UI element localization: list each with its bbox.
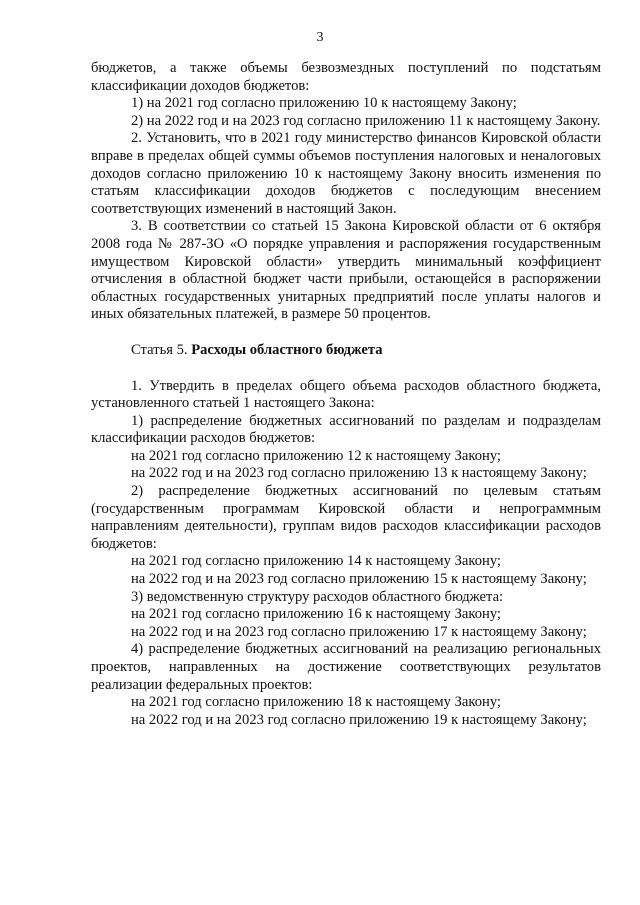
paragraph: 3) ведомственную структуру расходов областного бюджета:: [131, 588, 504, 605]
article-heading: [91, 342, 601, 360]
paragraph: 1. Утвердить в пределах общего объема расходов областного бюджета, установленного статьей 1 настоящего Закона:: [91, 377, 601, 412]
paragraph: на 2021 год согласно приложению 12 к настоящему Закону;: [131, 447, 501, 464]
paragraph: на 2021 год согласно приложению 16 к настоящему Закону;: [131, 606, 501, 623]
paragraph: 1) на 2021 год согласно приложению 10 к настоящему Закону;: [131, 95, 517, 112]
spacer: [91, 360, 601, 378]
paragraph: 2. Установить, что в 2021 году министерство финансов Кировской области вправе в пределах общей суммы объемов поступления налоговых и неналоговых доходов согласно приложению 10 к настоящему Закону вносить изменения по статьям классификации доходов бюджетов с последующим внесением соответствующих изменений в настоящий Закон.: [91, 130, 601, 217]
paragraph: на 2022 год и на 2023 год согласно приложению 13 к настоящему Закону;: [131, 465, 587, 482]
paragraph: на 2022 год и на 2023 год согласно приложению 19 к настоящему Закону;: [131, 711, 587, 728]
paragraph: бюджетов, а также объемы безвозмездных поступлений по подстатьям классификации доходов бюджетов:: [91, 60, 601, 94]
paragraph: на 2021 год согласно приложению 18 к настоящему Закону;: [131, 694, 501, 711]
document-body: [91, 60, 601, 729]
paragraph: 2) на 2022 год и на 2023 год согласно приложению 11 к настоящему Закону.: [131, 112, 601, 129]
paragraph: 3. В соответствии со статьей 15 Закона Кировской области от 6 октября 2008 года № 287-ЗО «О порядке управления и распоряжения государственным имуществом Кировской области» утвердить минимальный коэффициент отчисления в областной бюджет части прибыли, остающейся в распоряжении областных государственных унитарных предприятий после уплаты налогов и иных обязательных платежей, в размере 50 процентов.: [91, 218, 601, 323]
article-title: Расходы областного бюджета: [191, 341, 383, 358]
paragraph: 4) распределение бюджетных ассигнований на реализацию региональных проектов, направленных на достижение соответствующих результатов реализации федеральных проектов:: [91, 641, 601, 693]
paragraph: на 2022 год и на 2023 год согласно приложению 15 к настоящему Закону;: [131, 571, 587, 588]
paragraph: 2) распределение бюджетных ассигнований по целевым статьям (государственным программам Кировской области и непрограммным направлениям деятельности), группам видов расходов классификации расходов бюджетов:: [91, 483, 601, 552]
paragraph: на 2022 год и на 2023 год согласно приложению 17 к настоящему Закону;: [131, 623, 587, 640]
paragraph: на 2021 год согласно приложению 14 к настоящему Закону;: [131, 553, 501, 570]
spacer: [91, 324, 601, 342]
page-number: 3: [316, 30, 324, 45]
article-prefix: Статья 5.: [131, 341, 188, 358]
paragraph: 1) распределение бюджетных ассигнований по разделам и подразделам классификации расходов бюджетов:: [91, 412, 601, 447]
